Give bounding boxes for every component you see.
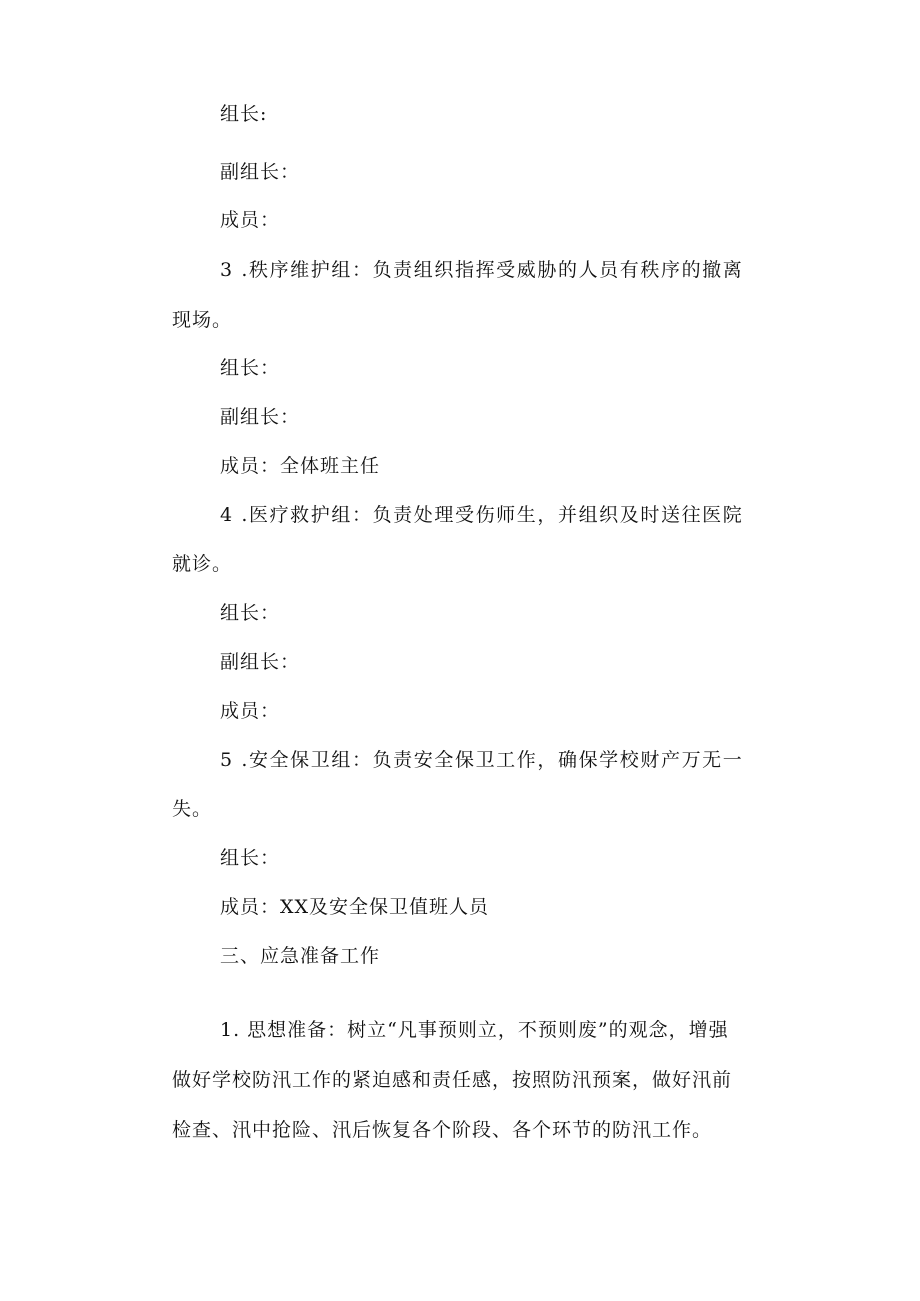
members-label: 成员： [220, 209, 281, 231]
members-label: 成员： [220, 700, 281, 722]
group-leader-label: 组长： [220, 602, 281, 624]
medical-group-heading: 4 .医疗救护组：负责处理受伤师生，并组织及时送往医院 [220, 504, 744, 526]
paragraph-mental-preparation-line3: 检查、汛中抢险、汛后恢复各个阶段、各个环节的防汛工作。 [172, 1119, 713, 1141]
paragraph-mental-preparation: 1. 思想准备：树立“凡事预则立，不预则废”的观念，增强 [220, 1019, 729, 1041]
deputy-leader-label: 副组长： [220, 161, 301, 183]
members-label: 成员：XX及安全保卫值班人员 [220, 896, 490, 918]
deputy-leader-label: 副组长： [220, 406, 301, 428]
order-group-heading: 3 .秩序维护组：负责组织指挥受威胁的人员有秩序的撤离 [220, 259, 744, 281]
group-leader-label: 组长： [220, 847, 281, 869]
section-heading-emergency-preparation: 三、应急准备工作 [220, 945, 381, 967]
members-label: 成员：全体班主任 [220, 455, 381, 477]
security-group-heading: 5 .安全保卫组：负责安全保卫工作，确保学校财产万无一 [220, 749, 744, 771]
medical-group-heading-continued: 就诊。 [172, 553, 233, 575]
security-group-heading-continued: 失。 [172, 798, 213, 820]
group-leader-label: 组长： [220, 357, 281, 379]
deputy-leader-label: 副组长： [220, 651, 301, 673]
paragraph-mental-preparation-line2: 做好学校防汛工作的紧迫感和责任感，按照防汛预案，做好汛前 [172, 1069, 733, 1091]
order-group-heading-continued: 现场。 [172, 309, 233, 331]
group-leader-label: 组长: [220, 103, 268, 125]
